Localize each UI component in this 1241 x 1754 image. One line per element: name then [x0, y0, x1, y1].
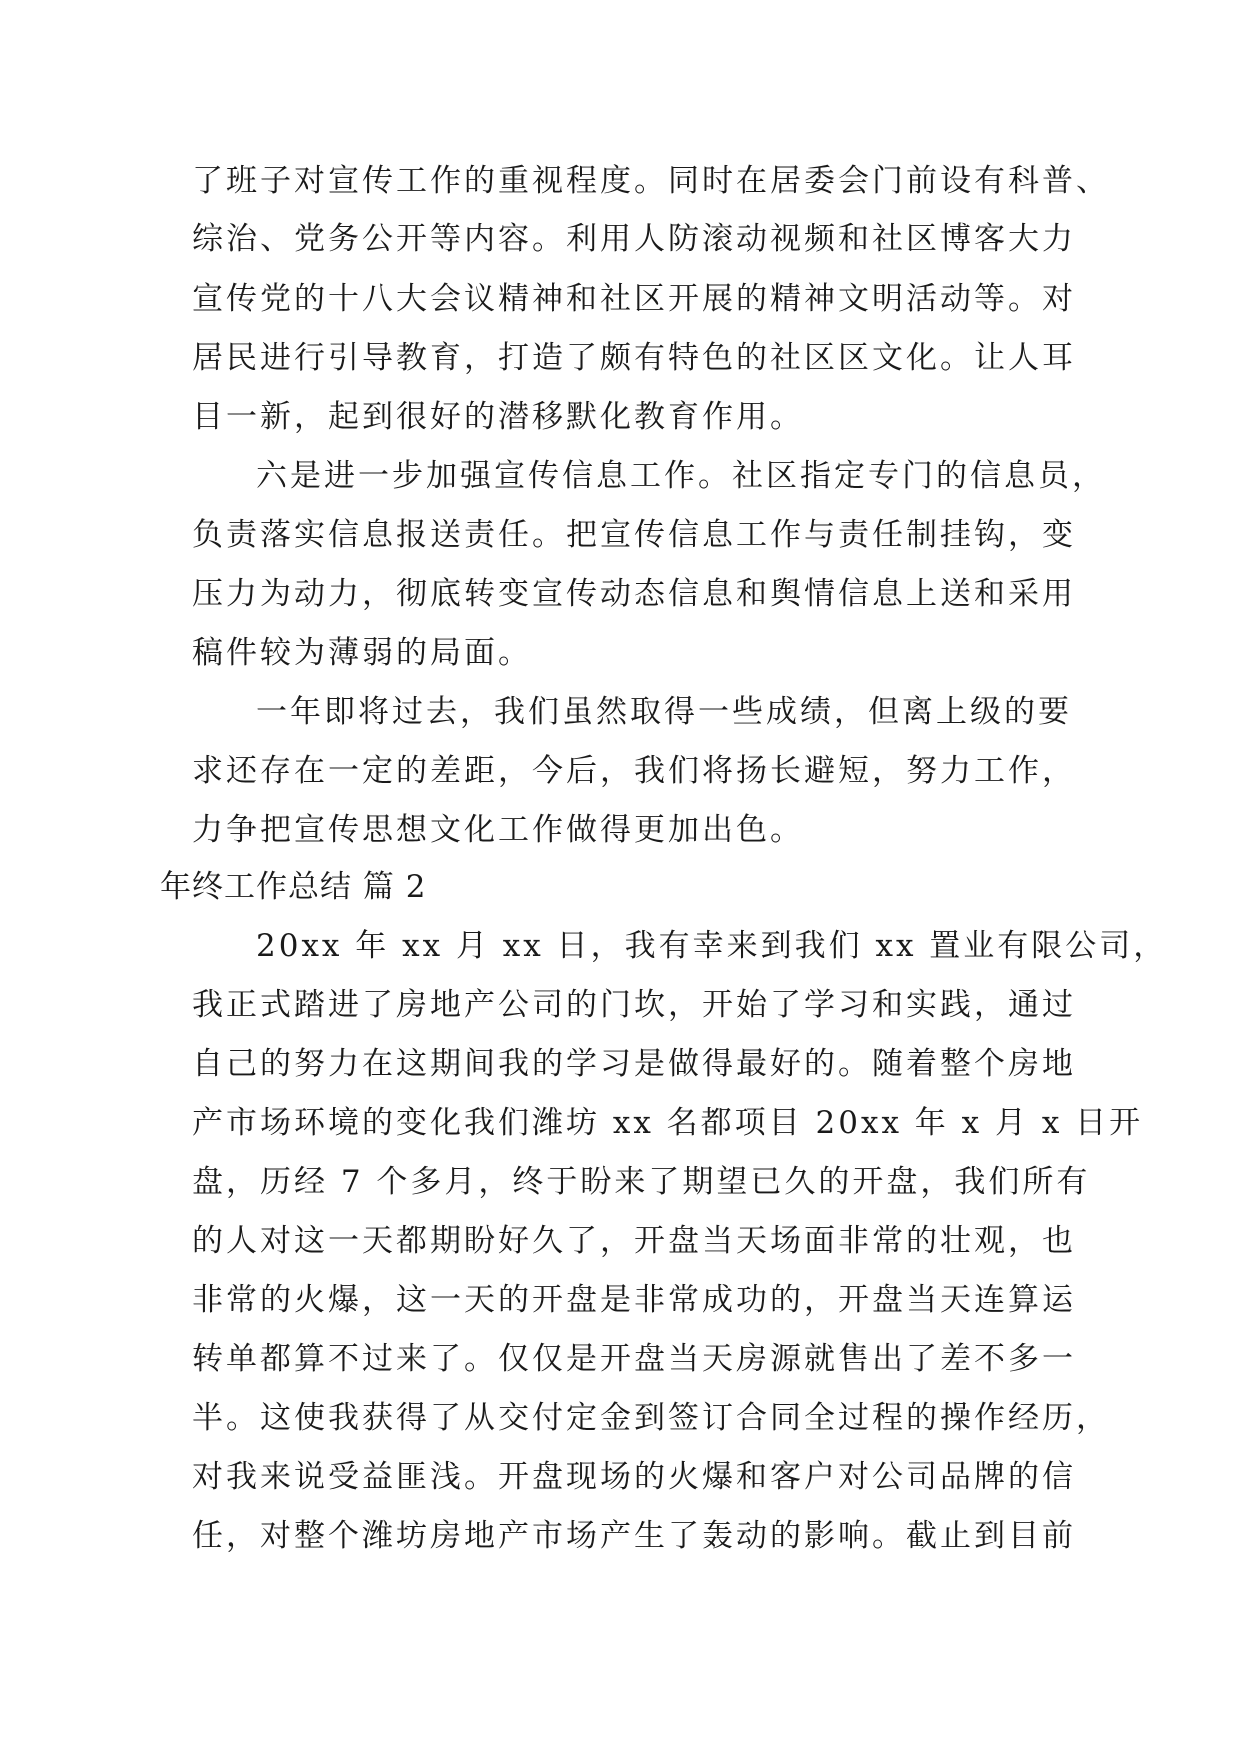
- text-line: 对我来说受益匪浅。开盘现场的火爆和客户对公司品牌的信: [192, 1459, 1076, 1495]
- text-line: 任，对整个潍坊房地产市场产生了轰动的影响。截止到目前: [192, 1518, 1076, 1554]
- text-line: 居民进行引导教育，打造了颇有特色的社区区文化。让人耳: [192, 340, 1076, 376]
- text-line: 综治、党务公开等内容。利用人防滚动视频和社区博客大力: [192, 221, 1076, 257]
- text-line: 产市场环境的变化我们潍坊 xx 名都项目 20xx 年 x 月 x 日开: [192, 1105, 1144, 1141]
- section-heading: 年终工作总结 篇 2: [160, 869, 427, 905]
- text-line: 负责落实信息报送责任。把宣传信息工作与责任制挂钩，变: [192, 517, 1076, 553]
- text-line: 压力为动力，彻底转变宣传动态信息和舆情信息上送和采用: [192, 576, 1076, 612]
- text-line: 我正式踏进了房地产公司的门坎，开始了学习和实践，通过: [192, 987, 1076, 1023]
- text-line: 了班子对宣传工作的重视程度。同时在居委会门前设有科普、: [192, 163, 1110, 199]
- text-line: 目一新，起到很好的潜移默化教育作用。: [192, 399, 804, 435]
- text-line: 的人对这一天都期盼好久了，开盘当天场面非常的壮观，也: [192, 1223, 1076, 1259]
- text-line: 非常的火爆，这一天的开盘是非常成功的，开盘当天连算运: [192, 1282, 1076, 1318]
- paragraph-start-line: 一年即将过去，我们虽然取得一些成绩，但离上级的要: [256, 694, 1072, 730]
- text-line: 求还存在一定的差距，今后，我们将扬长避短，努力工作，: [192, 753, 1076, 789]
- paragraph-start-line: 20xx 年 xx 月 xx 日，我有幸来到我们 xx 置业有限公司，: [256, 928, 1168, 964]
- text-line: 宣传党的十八大会议精神和社区开展的精神文明活动等。对: [192, 281, 1076, 317]
- text-line: 稿件较为薄弱的局面。: [192, 635, 532, 671]
- text-line: 自己的努力在这期间我的学习是做得最好的。随着整个房地: [192, 1046, 1076, 1082]
- text-line: 盘，历经 7 个多月，终于盼来了期望已久的开盘，我们所有: [192, 1164, 1091, 1200]
- paragraph-start-line: 六是进一步加强宣传信息工作。社区指定专门的信息员，: [256, 458, 1106, 494]
- text-line: 半。这使我获得了从交付定金到签订合同全过程的操作经历，: [192, 1400, 1110, 1436]
- text-line: 力争把宣传思想文化工作做得更加出色。: [192, 812, 804, 848]
- text-line: 转单都算不过来了。仅仅是开盘当天房源就售出了差不多一: [192, 1341, 1076, 1377]
